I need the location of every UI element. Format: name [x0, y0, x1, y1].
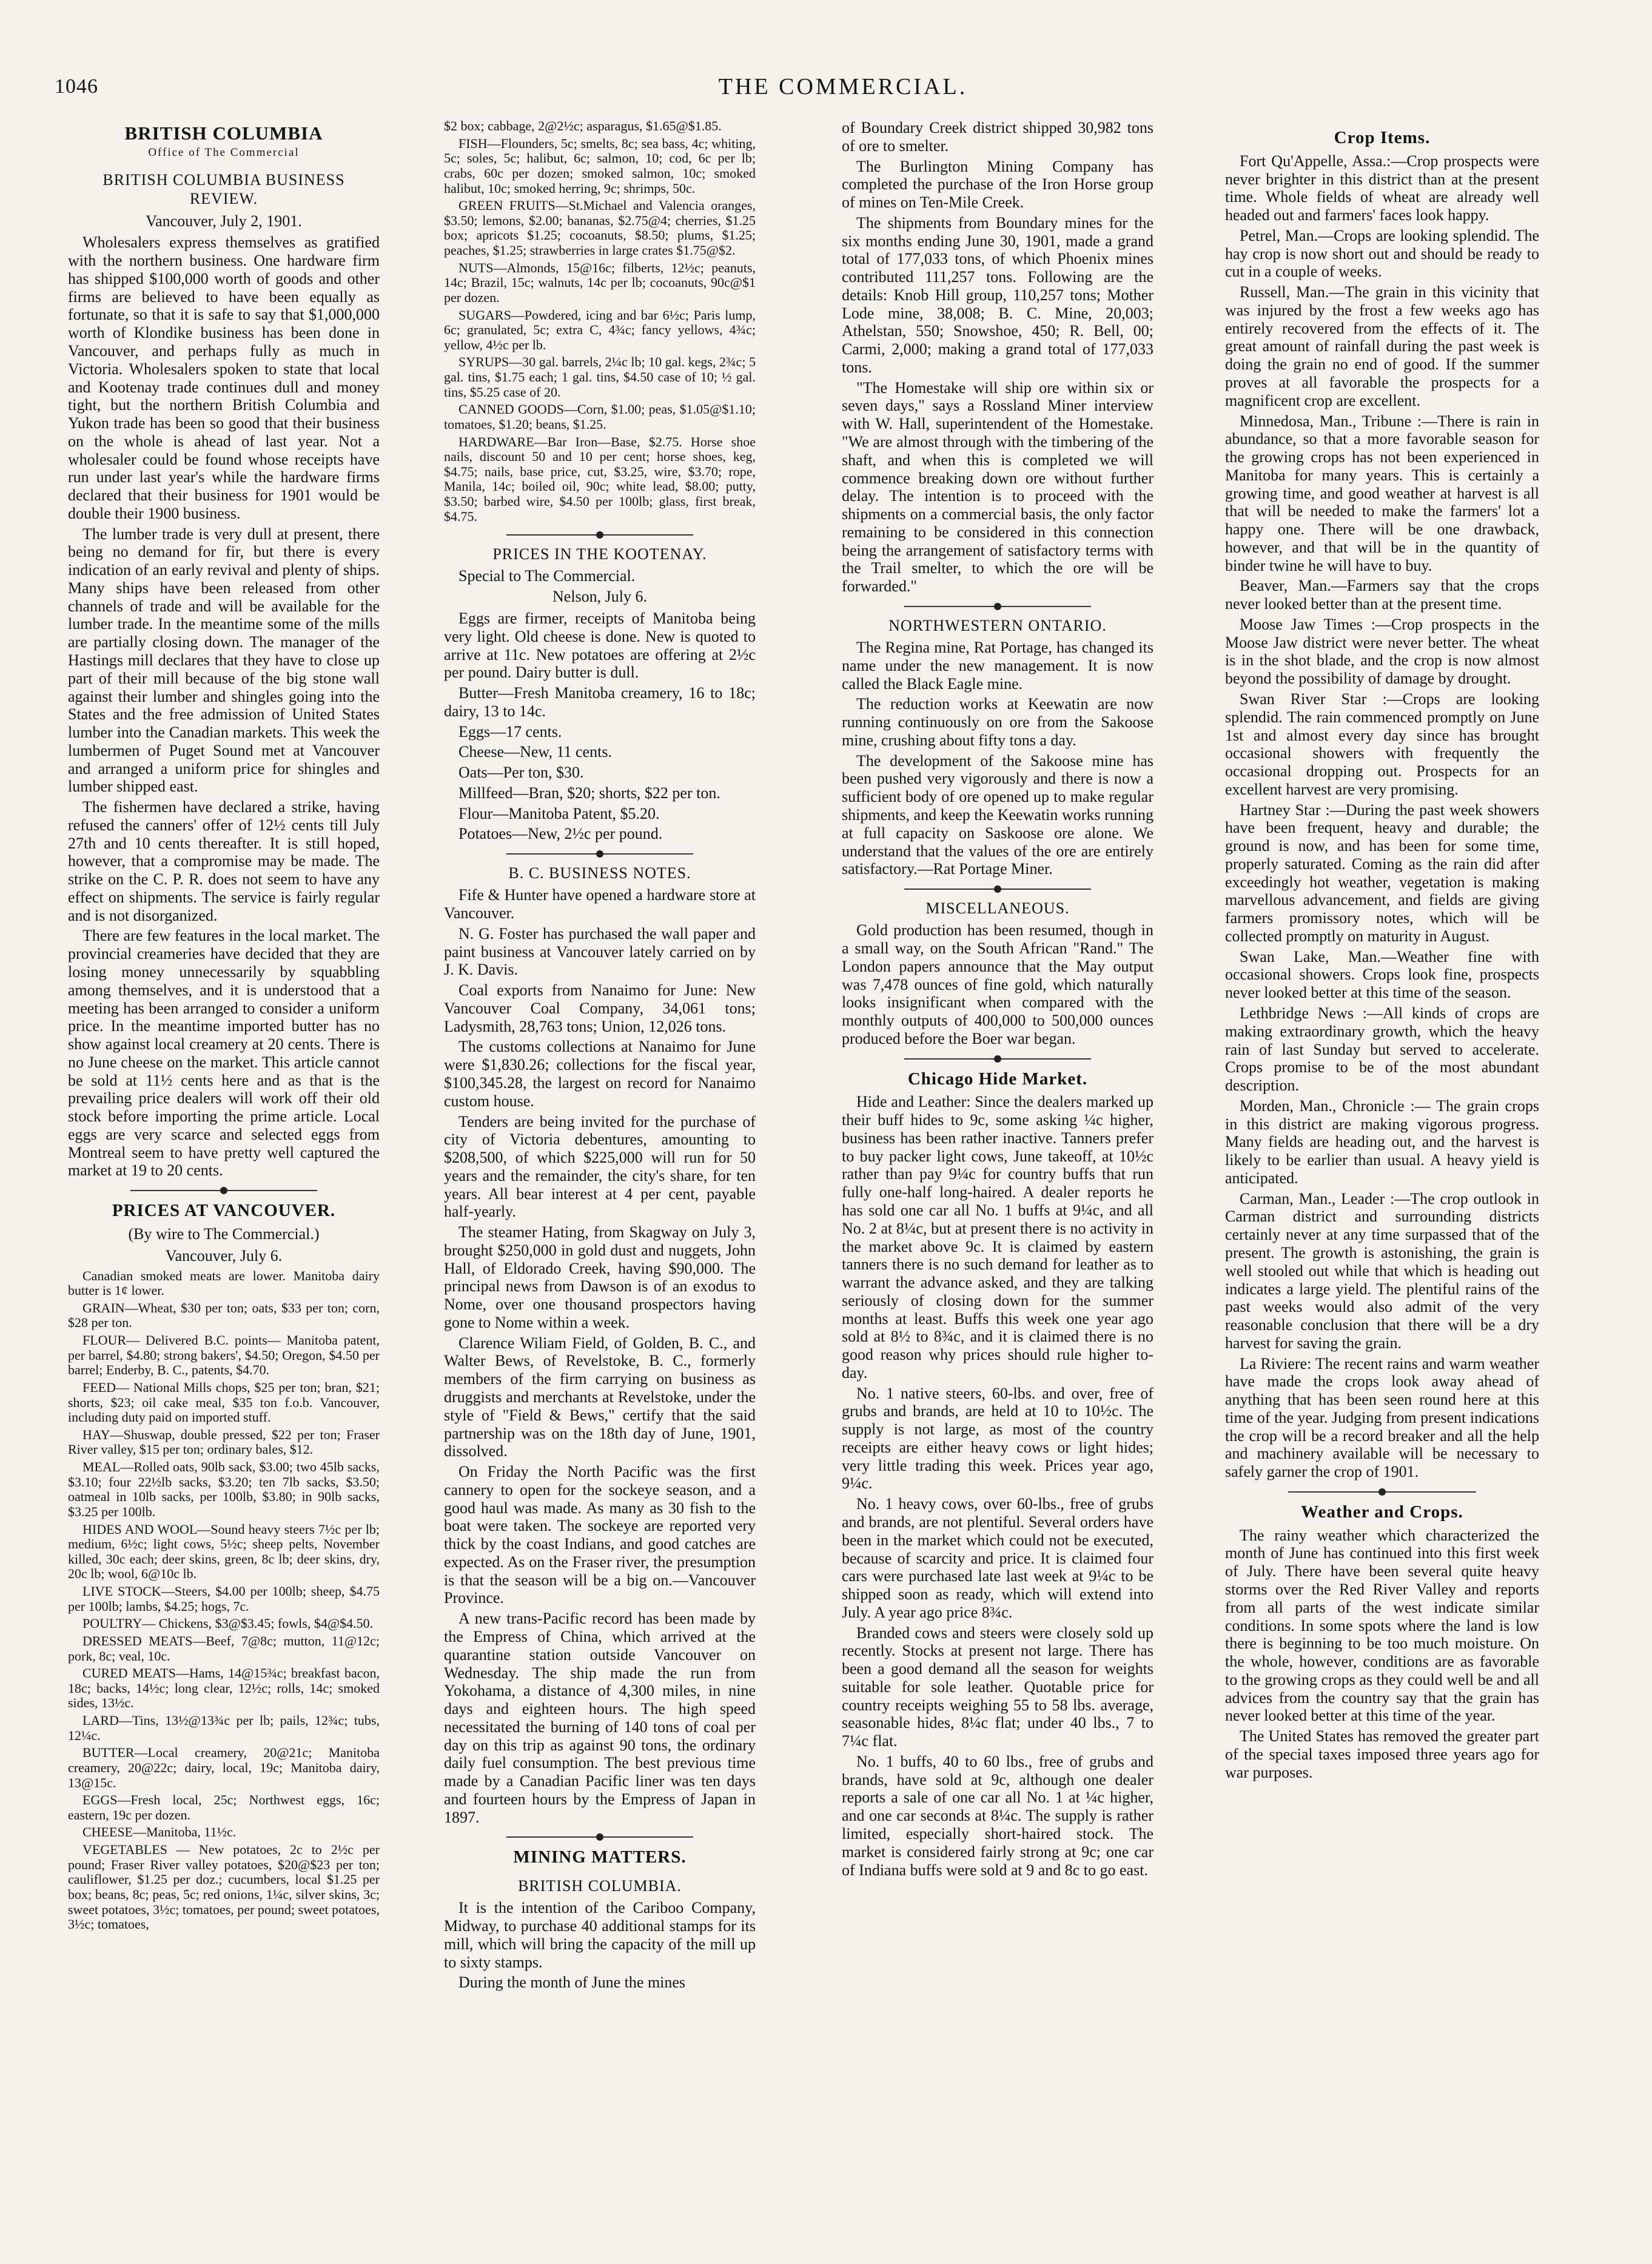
article-body — [1225, 1527, 1539, 1782]
paragraph: Morden, Man., Chronicle :— The grain crops in this district are making vigorous progress. Many fields are heading out, and the harvest is likely to be earlier than usual. A heavy yield is anticipated. — [1225, 1097, 1539, 1187]
price-item: HAY—Shuswap, double pressed, $22 per ton; Fraser River valley, $15 per ton; ordinary bales, $12. — [68, 1426, 380, 1457]
paragraph: of Boundary Creek district shipped 30,982 tons of ore to smelter. — [842, 119, 1153, 155]
price-item: FLOUR— Delivered B.C. points— Manitoba patent, per barrel, $4.80; strong bakers', $4.50; Oregon, $4.50 per barrel; Enderby, B. C., patents, $4.70. — [68, 1332, 380, 1378]
paragraph: It is the intention of the Cariboo Company, Midway, to purchase 40 additional stamps for its mill, which will bring the capacity of the mill up to sixty stamps. — [444, 1899, 756, 1971]
article-body — [68, 233, 380, 1180]
article-title-prices-kootenay: PRICES IN THE KOOTENAY. — [492, 545, 707, 563]
article-title-weather-and-crops: Weather and Crops. — [1301, 1502, 1463, 1522]
paragraph: Petrel, Man.—Crops are looking splendid. The hay crop is now short out and should be ready to cut in a couple of weeks. — [1225, 226, 1539, 281]
paragraph: Fife & Hunter have opened a hardware store at Vancouver. — [444, 886, 756, 922]
special-credit: Special to The Commercial. — [458, 567, 636, 585]
section-divider — [904, 1058, 1091, 1060]
price-list-continued — [444, 119, 756, 524]
price-item: FEED— National Mills chops, $25 per ton; bran, $21; shorts, $23; oil cake meal, $35 ton f.o.b. Vancouver, including duty paid on imported stuff. — [68, 1379, 380, 1425]
paragraph: Coal exports from Nanaimo for June: New Vancouver Coal Company, 34,061 tons; Ladysmith, 28,763 tons; Union, 12,026 tons. — [444, 981, 756, 1035]
paragraph: The customs collections at Nanaimo for June were $1,830.26; collections for the fiscal year, $100,345.28, the largest on record for Nanaimo custom house. — [444, 1038, 756, 1110]
section-divider — [506, 1836, 693, 1838]
paragraph: Tenders are being invited for the purchase of city of Victoria debentures, amounting to $208,500, of which $225,000 will run for 50 years and the remainder, the city's share, for ten years. All bear interest at 4 per cent, payable half-yearly. — [444, 1112, 756, 1221]
article-title-chicago-hide-market: Chicago Hide Market. — [907, 1069, 1088, 1089]
paragraph: The development of the Sakoose mine has been pushed very vigorously and there is now a sufficient body of ore opened up to make regular shipments, and keep the Keewatin works running at full capacity on Saskoose ore alone. We understand that the values of the ore are entirely satisfactory.—Rat Portage Miner. — [842, 751, 1153, 878]
paragraph: No. 1 buffs, 40 to 60 lbs., free of grubs and brands, have sold at 9c, although one dealer reports a sale of one car all No. 1 at ¼c higher, and one car seconds at 8¼c. The supply is rather limited, especially short-haired stock. The market is considered fairly strong at 9c; one car of Indiana buffs were sold at 9 and 8c to go east. — [842, 1752, 1153, 1879]
article-body — [1225, 152, 1539, 1481]
article-body — [842, 639, 1153, 878]
article-body — [444, 886, 756, 1826]
article-body — [444, 1899, 756, 1992]
price-item: LARD—Tins, 13½@13¾c per lb; pails, 12¾c; tubs, 12¼c. — [68, 1713, 380, 1743]
paragraph: "The Homestake will ship ore within six or seven days," says a Rossland Miner interview with W. Hall, superintendent of the Homestake. "We are almost through with the timbering of the shaft, and when this is completed we will commence breaking down ore without further delay. The intention is to proceed with the shipments on a commercial basis, the only factor remaining to be considered in this connection being the arrangement of satisfactory terms with the Trail smelter, to which the ore will be forwarded." — [842, 378, 1153, 596]
paragraph: A new trans-Pacific record has been made by the Empress of China, which arrived at the quarantine station outside Vancouver on Wednesday. The ship made the run from Yokohama, a distance of 4,300 miles, in nine days and eighteen hours. The high speed necessitated the burning of 140 tons of coal per day on this trip as against 90 tons, the ordinary daily fuel consumption. The best previous time made by a Canadian Pacific liner was ten days and fourteen hours by the Empress of Japan in 1897. — [444, 1610, 756, 1826]
paragraph: Moose Jaw Times :—Crop prospects in the Moose Jaw district were never better. The wheat is in the shot blade, and the crop is now almost beyond the possibility of damage by drought. — [1225, 615, 1539, 688]
paragraph: Wholesalers express themselves as gratified with the northern business. One hardware firm has shipped $100,000 worth of goods and other firms are believed to have been equally as fortunate, so that it is safe to say that $1,000,000 worth of Klondike business has been done in Vancouver, and perhaps fully as much in Victoria. Wholesalers spoken to state that local and Kootenay trade continues dull and money tight, but the northern British Columbia and Yukon trade has been so good that their business on the whole is ahead of last year. Not a wholesaler could be found whose receipts have run under last year's while the hardware firms declared that their business for 1901 would be double their 1900 business. — [68, 233, 380, 522]
price-item: SYRUPS—30 gal. barrels, 2¼c lb; 10 gal. kegs, 2¾c; 5 gal. tins, $1.75 each; 1 gal. tins, $4.50 case of 10; ½ gal. tins, $5.25 case of 20. — [444, 354, 756, 400]
article-body — [842, 921, 1153, 1047]
price-item: MEAL—Rolled oats, 90lb sack, $3.00; two 45lb sacks, $3.10; four 22½lb sacks, $3.20; ten 7lb sacks, $3.50; oatmeal in 10lb sacks, per 100lb, $3.80; in 90lb sacks, $3.25 per 100lb. — [68, 1459, 380, 1519]
paragraph: Hide and Leather: Since the dealers marked up their buff hides to 9c, some asking ¼c higher, business has been rather inactive. Tanners prefer to buy packer light cows, June takeoff, at 10½c rather than pay 9¼c for country buffs that run fully one-half long-haired. A dealer reports he has sold one car all No. 1 buffs at 9¼c, and all No. 2 at 8¼c, but at present there is no activity in the market above 9c. It is claimed by eastern tanners there is no such demand for leather as to warrant the advance asked, and they are talking seriously of closing down for the summer months at least. Buffs this week one year ago sold at 8½ to 8¾c, and it is claimed there is no good reason why prices should rule higher to-day. — [842, 1093, 1153, 1382]
section-title-british-columbia: BRITISH COLUMBIA — [124, 123, 323, 144]
price-item: $2 box; cabbage, 2@2½c; asparagus, $1.65@$1.85. — [444, 119, 722, 133]
paragraph: Fort Qu'Appelle, Assa.:—Crop prospects were never brighter in this district than at the present time. Whole fields of wheat are already well headed out and farmers' faces look happy. — [1225, 152, 1539, 224]
paragraph: Lethbridge News :—All kinds of crops are making extraordinary growth, which the heavy rain of last Sunday but served to accelerate. Crops promise to be of the most abundant description. — [1225, 1004, 1539, 1095]
paragraph: La Riviere: The recent rains and warm weather have made the crops look away ahead of anything that has been seen round here at this time of the year. Judging from present indications the crop will be a record breaker and all the help and machinery available will be necessary to safely garner the crop of 1901. — [1225, 1354, 1539, 1481]
section-divider — [904, 888, 1091, 890]
column-4 — [1225, 119, 1539, 2242]
wire-credit: (By wire to The Commercial.) — [128, 1224, 320, 1243]
paragraph: The rainy weather which characterized the month of June has continued into this first week of July. There have been several quite heavy storms over the Red River Valley and reports from all parts of the west indicate similar conditions. In some spots where the land is low there is beginning to be too much moisture. On the whole, however, conditions are as favorable to the growing crops as they could well be and all advices from the country say that the grain has never looked better at this time of the year. — [1225, 1526, 1539, 1725]
price-item: HIDES AND WOOL—Sound heavy steers 7½c per lb; medium, 6½c; light cows, 5½c; sheep pelts, November killed, 30c each; deer skins, green, 8c lb; deer skins, dry, 20c lb; wool, 6@10c lb. — [68, 1521, 380, 1582]
price-item: GREEN FRUITS—St.Michael and Valencia oranges, $3.50; lemons, $2.00; bananas, $2.75@4; cherries, $1.25 box; apricots $1.25; cocoanuts, $8.50; plums, $1.25; peaches, $1.25; strawberries in large crates $1.75@$2. — [444, 198, 756, 258]
price-item: CURED MEATS—Hams, 14@15¾c; breakfast bacon, 18c; backs, 14½c; long clear, 12½c; rolls, 14c; smoked sides, 13½c. — [68, 1665, 380, 1711]
paragraph: The shipments from Boundary mines for the six months ending June 30, 1901, made a grand total of 177,033 tons, of which Phoenix mines contributed 111,257 tons. Following are the details: Knob Hill group, 110,257 tons; Mother Lode mine, 38,008; B. C. Mine, 20,003; Athelstan, 550; Snowshoe, 450; R. Bell, 00; Carmi, 2,000; making a grand total of 177,033 tons. — [842, 213, 1153, 376]
price-item: FISH—Flounders, 5c; smelts, 8c; sea bass, 4c; whiting, 5c; soles, 5c; halibut, 6c; salmon, 10; cod, 6c per lb; crabs, 60c per dozen; smoked salmon, 10c; smoked halibut, 10c; smoked herring, 9c; shrimps, 50c. — [444, 135, 756, 196]
article-title-miscellaneous: MISCELLANEOUS. — [925, 899, 1070, 918]
paragraph: N. G. Foster has purchased the wall paper and paint business at Vancouver lately carried on by J. K. Davis. — [444, 924, 756, 979]
price-item: POULTRY— Chickens, $3@$3.45; fowls, $4@$4.50. — [82, 1616, 374, 1631]
article-title-northwestern-ontario: NORTHWESTERN ONTARIO. — [888, 616, 1107, 634]
paragraph: During the month of June the mines — [458, 1973, 686, 1992]
price-item: Potatoes—New, 2½c per pound. — [458, 825, 663, 843]
dateline: Vancouver, July 2, 1901. — [146, 212, 302, 230]
price-item: Cheese—New, 11 cents. — [458, 743, 612, 761]
publication-title: THE COMMERCIAL. — [718, 74, 968, 99]
paragraph: Russell, Man.—The grain in this vicinity that was injured by the frost a few weeks ago has entirely recovered from the effects of it. The great amount of rainfall during the past week is doing the grain no end of good. If the summer proves at all favorable the prospects for a magnificent crop are excellent. — [1225, 283, 1539, 409]
article-title-mining-matters: MINING MATTERS. — [513, 1847, 687, 1867]
dateline: Vancouver, July 6. — [165, 1246, 283, 1265]
paragraph: No. 1 native steers, 60-lbs. and over, free of grubs and brands, are held at 10 to 10½c. The supply is not large, as most of the country receipts are either heavy cows or light hides; very little trading this week. Prices year ago, 9¼c. — [842, 1384, 1153, 1493]
paragraph: The Burlington Mining Company has completed the purchase of the Iron Horse group of mines on Ten-Mile Creek. — [842, 157, 1153, 212]
paragraph: Carman, Man., Leader :—The crop outlook in Carman district and surrounding districts certainly never at any time surpassed that of the present. The growth is astonishing, the grain is well stooled out while that which is heading out indicates a large yield. The plentiful rains of the past weeks would also admit of the very reasonable conclusion that there will be a dry harvest for saving the grain. — [1225, 1189, 1539, 1352]
price-item: CANNED GOODS—Corn, $1.00; peas, $1.05@$1.10; tomatoes, $1.20; beans, $1.25. — [444, 401, 756, 432]
paragraph: No. 1 heavy cows, over 60-lbs., free of grubs and brands, are not plentiful. Several orders have been in the market which could not be executed, because of scarcity and price. It is claimed four cars were purchased late last week at 9¼c to be shipped soon as ready, which will extend into July. A year ago price 8¾c. — [842, 1495, 1153, 1621]
price-item: BUTTER—Local creamery, 20@21c; Manitoba creamery, 20@22c; dairy, local, 19c; Manitoba dairy, 13@15c. — [68, 1745, 380, 1790]
column-3 — [842, 119, 1153, 2242]
byline: Office of The Commercial — [148, 146, 300, 160]
column-2 — [444, 119, 756, 2242]
price-item: HARDWARE—Bar Iron—Base, $2.75. Horse shoe nails, discount 50 and 10 per cent; horse shoes, keg, $4.75; nails, base price, cut, $3.25, wire, $3.70; rope, Manila, 14c; boiled oil, 90c; white lead, $8.00; putty, $3.50; barbed wire, $4.50 per 100lb; glass, first break, $4.75. — [444, 434, 756, 524]
price-item: DRESSED MEATS—Beef, 7@8c; mutton, 11@12c; pork, 8c; veal, 10c. — [68, 1633, 380, 1664]
paragraph: Minnedosa, Man., Tribune :—There is rain in abundance, so that a more favorable season for the growing crops has not been experienced in Manitoba for many years. This is certainly a growing time, and good weather at harvest is all that will be needed to make the farmers' lot a happy one. There will be one drawback, however, and that will be in the quantity of binder twine he will have to buy. — [1225, 412, 1539, 574]
masthead — [55, 66, 1631, 108]
paragraph: The steamer Hating, from Skagway on July 3, brought $250,000 in gold dust and nuggets, John Hall, of Eldorado Creek, having $90,000. The principal news from Dawson is of an exodus to Nome, over one thousand prospectors having gone to Nome within a week. — [444, 1223, 756, 1331]
paragraph: The reduction works at Keewatin are now running continuously on ore from the Sakoose mine, crushing about fifty tons a day. — [842, 695, 1153, 749]
price-item: CHEESE—Manitoba, 11½c. — [82, 1824, 237, 1840]
price-item: LIVE STOCK—Steers, $4.00 per 100lb; sheep, $4.75 per 100lb; lambs, $4.25; hogs, 7c. — [68, 1584, 380, 1614]
paragraph: Branded cows and steers were closely sold up recently. Stocks at present not large. There has been a good demand all the season for weights suitable for sole leather. Quotable price for country receipts weighing 55 to 58 lbs. average, seasonable hides, 8¼c flat; under 40 lbs., 7 to 7¼c flat. — [842, 1624, 1153, 1750]
column-1 — [68, 119, 380, 2242]
paragraph: The Regina mine, Rat Portage, has changed its name under the new management. It is now called the Black Eagle mine. — [842, 639, 1153, 693]
price-item: Flour—Manitoba Patent, $5.20. — [458, 804, 660, 822]
section-divider — [1288, 1491, 1477, 1493]
article-body — [842, 119, 1153, 596]
article-body — [842, 1093, 1153, 1879]
price-item: Millfeed—Bran, $20; shorts, $22 per ton. — [458, 784, 720, 802]
paragraph: Gold production has been resumed, though in a small way, on the South African "Rand." The London papers announce that the May output was 7,478 ounces of fine gold, which naturally looks insignificant when compared with the monthly outputs of 400,000 to 500,000 ounces produced before the Boer war began. — [842, 921, 1153, 1047]
price-list — [68, 1269, 380, 1932]
section-divider — [130, 1189, 317, 1192]
paragraph: Hartney Star :—During the past week showers have been frequent, heavy and durable; the ground is now, and has been for some time, properly saturated. Coming as the rain did after exceedingly hot weather, vegetation is making marvellous advancement, and fields are giving farmers promissory notes, which will be collected promptly on maturity in August. — [1225, 801, 1539, 945]
section-divider — [904, 605, 1091, 608]
paragraph: The United States has removed the greater part of the special taxes imposed three years ago for war purposes. — [1225, 1727, 1539, 1781]
paragraph: The fishermen have declared a strike, having refused the canners' offer of 12½ cents till July 27th and 10 cents thereafter. It is still hoped, however, that a compromise may be made. The strike on the C. P. R. does not seem to have any effect on shipments. The service is fairly regular and is not disorganized. — [68, 798, 380, 924]
paragraph: Swan River Star :—Crops are looking splendid. The rain commenced promptly on June 1st and almost every day since has brought occasional showers with frequently the occasional dropping out. Prospects for an excellent harvest are very promising. — [1225, 690, 1539, 798]
article-body — [444, 610, 756, 843]
price-item: NUTS—Almonds, 15@16c; filberts, 12½c; peanuts, 14c; Brazil, 15c; walnuts, 14c per lb; cocoanuts, 90c@$1 per dozen. — [444, 260, 756, 305]
price-item: SUGARS—Powdered, icing and bar 6½c; Paris lump, 6c; granulated, 5c; extra C, 4¾c; fancy yellows, 4¾c; yellow, 4½c per lb. — [444, 307, 756, 352]
article-title-bc-business-review: BRITISH COLUMBIA BUSINESS REVIEW. — [102, 171, 345, 208]
article-title-prices-vancouver: PRICES AT VANCOUVER. — [112, 1201, 336, 1221]
price-item: Eggs—17 cents. — [458, 722, 562, 741]
price-item: Canadian smoked meats are lower. Manitoba dairy butter is 1¢ lower. — [68, 1268, 380, 1298]
price-item: EGGS—Fresh local, 25c; Northwest eggs, 16c; eastern, 19c per dozen. — [68, 1792, 380, 1822]
page-number: 1046 — [55, 75, 98, 98]
price-item: Oats—Per ton, $30. — [458, 764, 584, 782]
paragraph: There are few features in the local market. The provincial creameries have decided that they are losing money unnecessarily by squabbling among themselves, and it is understood that a meeting has been arranged to consider a uniform price. In the meantime imported butter has no show against local creamery at 20 cents. There is no June cheese on the market. This article cannot be sold at 11½ cents here and as that is the prevailing price dealers will work off their old stock before importing the prime article. Local eggs are very scarce and selected eggs from Montreal seem to have pretty well captured the market at 19 to 20 cents. — [68, 927, 380, 1180]
paragraph: Eggs are firmer, receipts of Manitoba being very light. Old cheese is done. New is quoted to arrive at 11c. New potatoes are offering at 2½c per pound. Dairy butter is dull. — [444, 609, 756, 682]
paragraph: On Friday the North Pacific was the first cannery to open for the sockeye season, and a good haul was made. As many as 30 fish to the boat were taken. The sockeye are reported very thick by the coast Indians, and good catches are expected. As on the Fraser river, the presumption is that the season will be a big on.—Vancouver Province. — [444, 1463, 756, 1607]
paragraph: Clarence Wiliam Field, of Golden, B. C., and Walter Bews, of Revelstoke, B. C., formerly members of the firm carrying on business as druggists and merchants at Revelstoke, under the style of "Field & Bews," certify that the said partnership was on the 18th day of June, 1901, dissolved. — [444, 1334, 756, 1460]
article-title-bc-business-notes: B. C. BUSINESS NOTES. — [508, 864, 691, 882]
section-divider — [506, 853, 693, 855]
article-subtitle-british-columbia: BRITISH COLUMBIA. — [518, 1877, 682, 1895]
price-item: GRAIN—Wheat, $30 per ton; oats, $33 per ton; corn, $28 per ton. — [68, 1300, 380, 1331]
paragraph: The lumber trade is very dull at present, there being no demand for fir, but there is every indication of an early revival and plenty of ships. Many ships have been released from other channels of trade and will be available for the lumber trade. In the meantime some of the mills are partially closing down. The manager of the Hastings mill declares that they have to close up part of their mill because of the big stone wall against their lumber and shingles going into the States and the free admission of United States lumber into the Canadian markets. This week the lumbermen of Puget Sound met at Vancouver and arranged a uniform price for shingles and lumber shipped east. — [68, 525, 380, 796]
article-title-crop-items: Crop Items. — [1334, 128, 1431, 147]
dateline: Nelson, July 6. — [552, 588, 647, 606]
paragraph: Swan Lake, Man.—Weather fine with occasional showers. Crops look fine, prospects never looked better at this time of the season. — [1225, 947, 1539, 1002]
paragraph: Beaver, Man.—Farmers say that the crops never looked better than at the present time. — [1225, 577, 1539, 613]
price-item: VEGETABLES — New potatoes, 2c to 2½c per pound; Fraser River valley potatoes, $20@$23 per ton; cauliflower, $1.25 per doz.; cucumbers, local $1.25 per box; beans, 8c; peas, 5c; red onions, 1¼c, silver skins, 3c; sweet potatoes, 3½c; tomatoes, per pound; sweet potatoes, 3½c; tomatoes, — [68, 1842, 380, 1932]
section-divider — [506, 534, 693, 536]
price-item: Butter—Fresh Manitoba creamery, 16 to 18c; dairy, 13 to 14c. — [444, 684, 756, 720]
